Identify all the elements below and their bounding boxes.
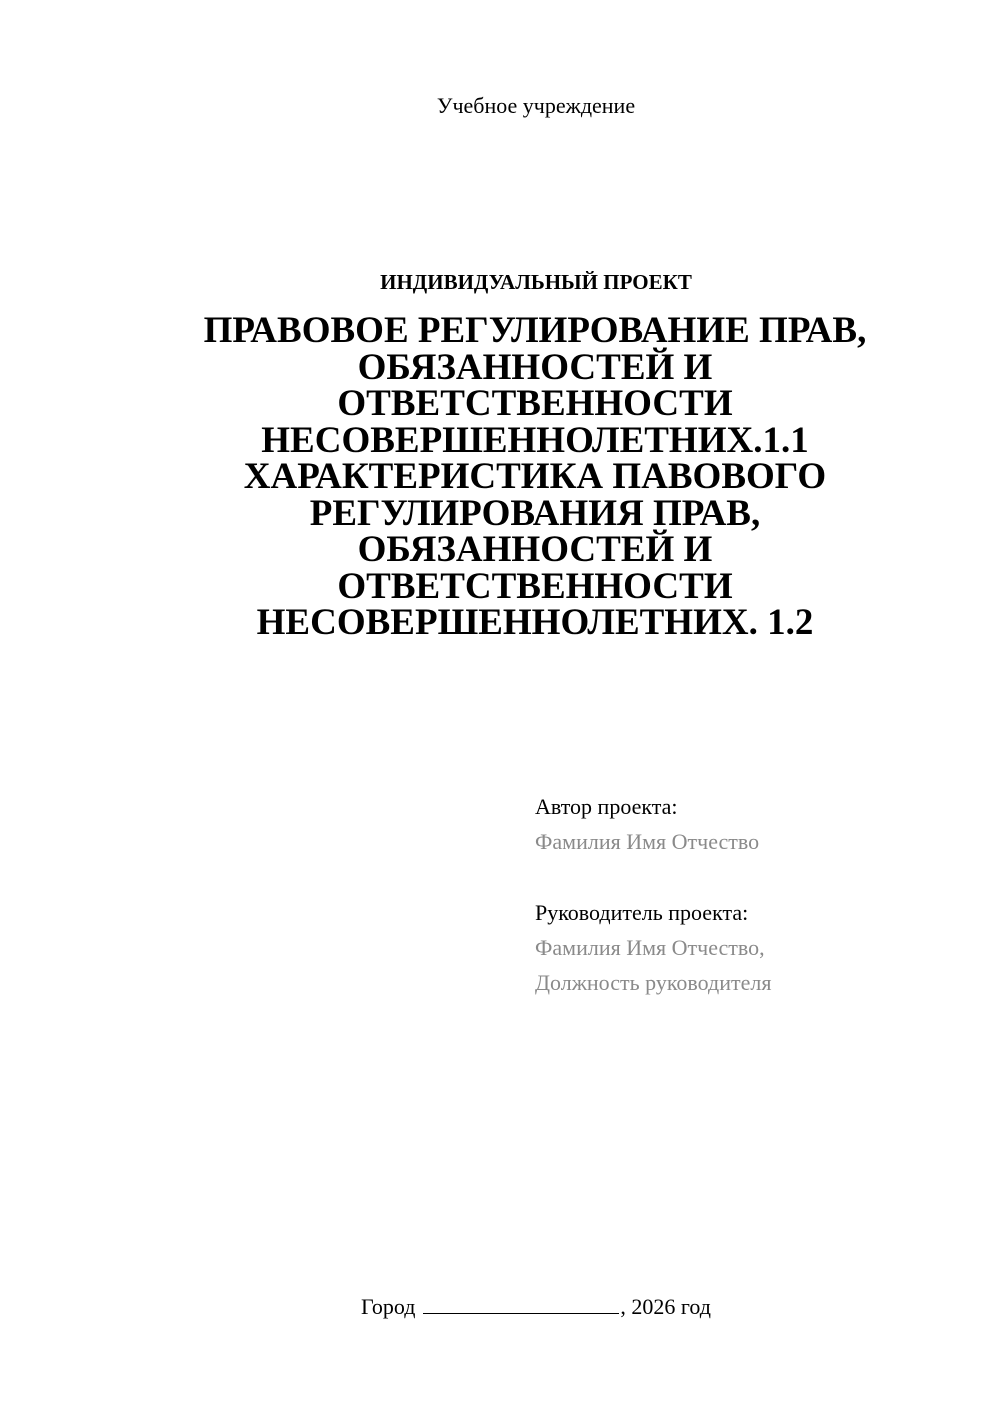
city-label: Город [361, 1294, 416, 1319]
supervisor-name-placeholder: Фамилия Имя Отчество, [535, 935, 765, 960]
city-blank-line [423, 1291, 619, 1314]
author-label: Автор проекта: [535, 794, 678, 819]
supervisor-block [535, 895, 955, 1000]
year-text: , 2026 год [620, 1294, 711, 1319]
supervisor-label: Руководитель проекта: [535, 900, 749, 925]
city-year-line [0, 1291, 1000, 1321]
author-block [535, 789, 955, 859]
author-name-placeholder: Фамилия Имя Отчество [535, 829, 760, 854]
supervisor-position-placeholder: Должность руководителя [535, 970, 772, 995]
institution-name: Учебное учреждение [436, 93, 636, 118]
project-type-heading: ИНДИВИДУАЛЬНЫЙ ПРОЕКТ [380, 270, 692, 294]
project-title: ПРАВОВОЕ РЕГУЛИРОВАНИЕ ПРАВ, ОБЯЗАННОСТЕЙ И ОТВЕТСТВЕННОСТИ НЕСОВЕРШЕННОЛЕТНИХ.1.1 ХАРАКТЕРИСТИКА ПАВОВОГО РЕГУЛИРОВАНИЯ ПРАВ, ОБЯЗАННОСТЕЙ И ОТВЕТСТВЕННОСТИ НЕСОВЕРШЕННОЛЕТНИХ. 1.2 [203, 310, 867, 643]
